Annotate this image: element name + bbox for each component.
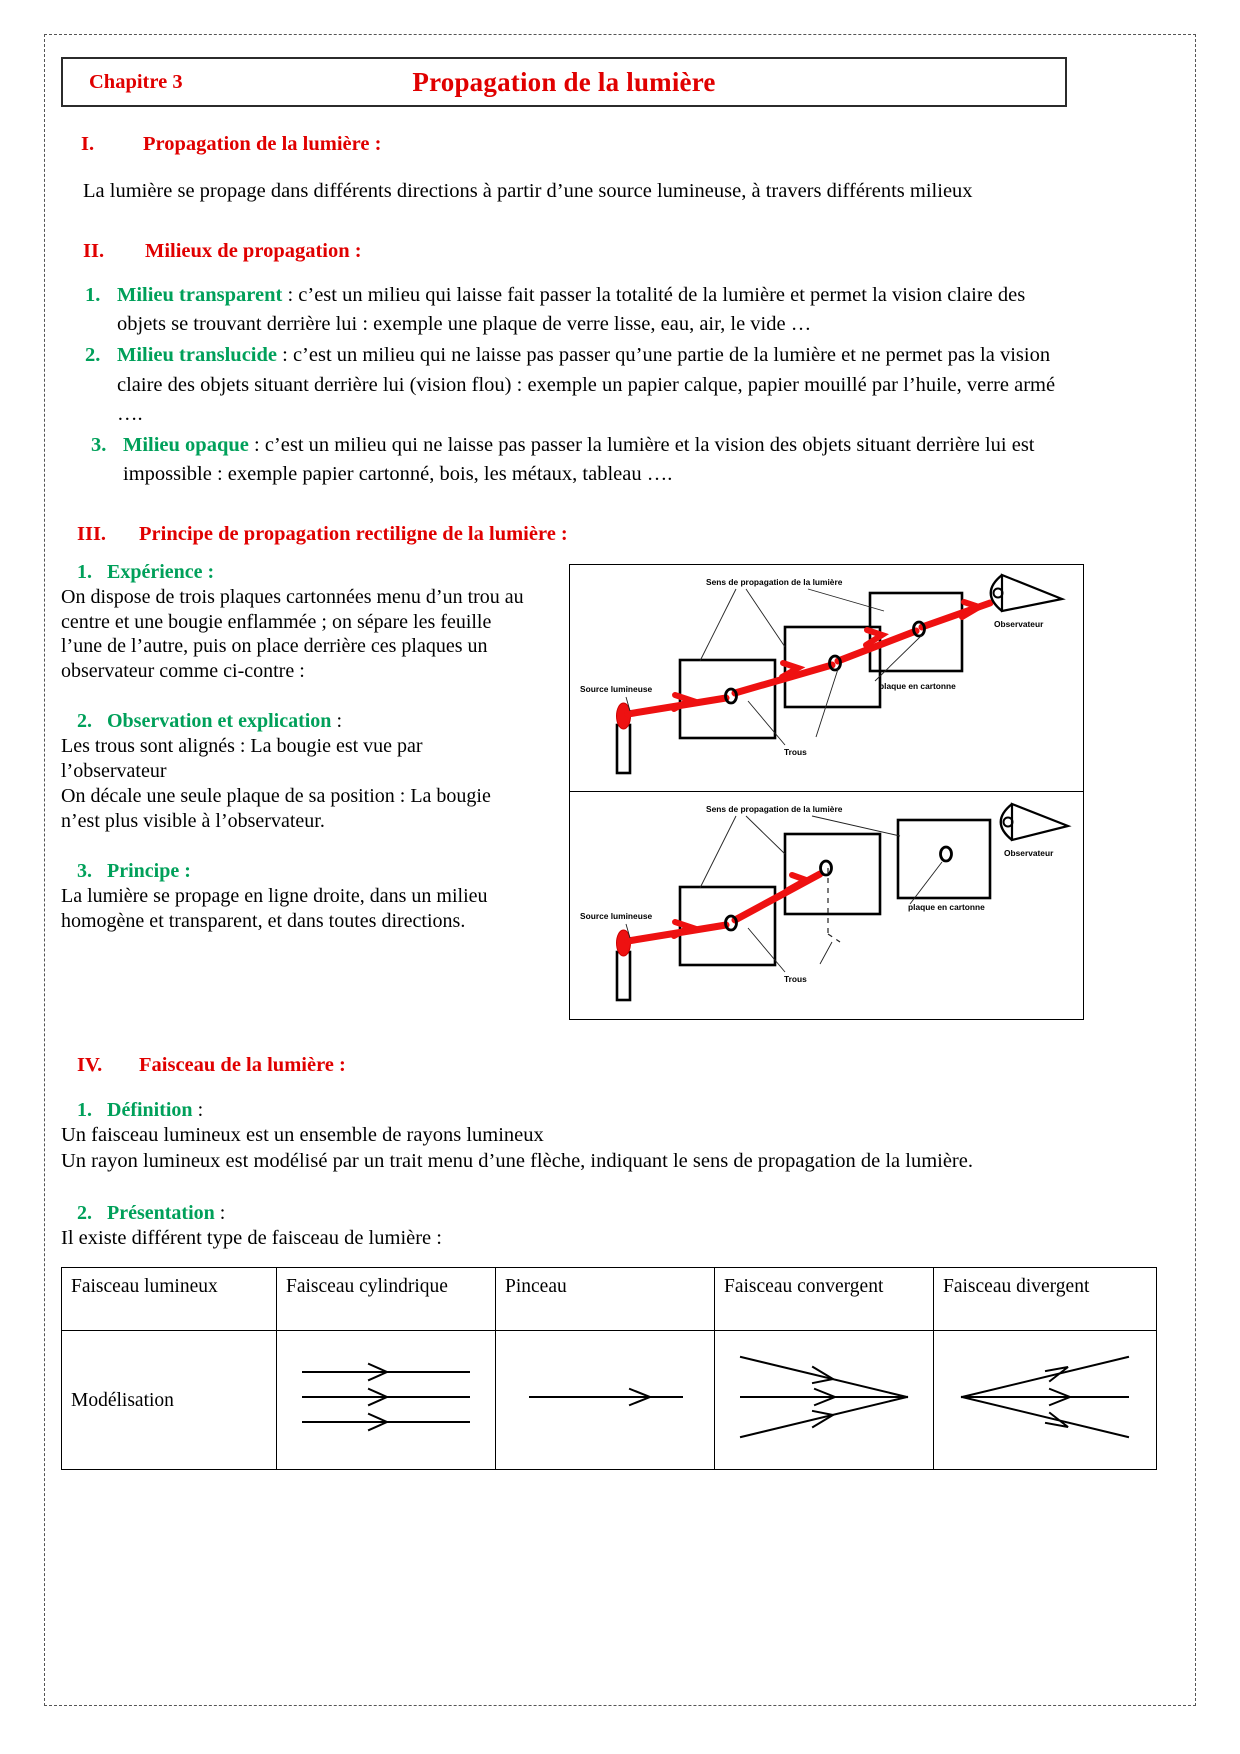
list-item [61,431,1067,489]
light-rays [628,874,820,941]
subsection-heading-observation [77,709,531,733]
chapter-label: Chapitre 3 [89,70,183,93]
figures-column [569,564,1084,1020]
section-2-number: II. [83,240,105,263]
candle-body [617,952,630,1000]
subsection-number: 2. [77,709,92,732]
table-header-cell: Faisceau cylindrique [277,1268,496,1331]
subsection-title-tail: : [214,1202,226,1225]
subsection-heading-principe [77,859,531,883]
subsection-title: Expérience : [107,561,215,583]
experience-text: On dispose de trois plaques cartonnées menu d’un trou au centre et une bougie enflammée ; on sépare les feuille l’une de l’autre, puis on place derrière ces plaques un observateur comme ci-contre : [61,586,524,682]
subsection-title: Présentation [107,1202,215,1225]
definition-line-2: Un rayon lumineux est modélisé par un trait menu d’une flèche, indiquant le sens de propagation de la lumière. [61,1150,973,1173]
subsection-number: 2. [77,1202,92,1225]
item-term: Milieu translucide [117,344,278,367]
cell-faisceau-divergent [934,1331,1157,1470]
label-sens-propagation: Sens de propagation de la lumière [706,804,843,814]
beam-types-table [61,1267,1157,1470]
section-3-number: III. [77,523,107,545]
subsection-title: Définition [107,1099,193,1121]
subsection-number: 3. [77,859,92,882]
definition-line-1: Un faisceau lumineux est un ensemble de rayons lumineux [61,1124,544,1146]
subsection-heading-definition [77,1099,1067,1122]
list-item [61,341,1067,428]
section-4-title: Faisceau de la lumière : [139,1054,346,1076]
holes [726,847,952,930]
section-1-title: Propagation de la lumière : [143,133,382,155]
subsection-title-tail: : [192,1099,204,1121]
figure-shifted-plate [569,792,1084,1020]
figure-2-svg [570,792,1083,1018]
label-observateur: Observateur [1004,848,1054,858]
cell-faisceau-cylindrique [277,1331,496,1470]
figure-1-svg [570,565,1083,791]
section-4-number: IV. [77,1054,103,1076]
observation-line-2: On décale une seule plaque de sa position : La bougie n’est plus visible à l’observateur. [61,785,491,832]
label-trous: Trous [784,747,807,757]
table-row-headers [62,1268,1157,1331]
label-plaque-cartonne: plaque en cartonne [908,902,985,912]
section-heading-4 [77,1054,1067,1077]
principe-text: La lumière se propage en ligne droite, dans un milieu homogène et transparent, et dans toutes directions. [61,885,488,932]
subsection-heading-presentation [77,1202,1067,1225]
observation-line-1: Les trous sont alignés : La bougie est vue par l’observateur [61,735,423,782]
item-text: : c’est un milieu qui laisse fait passer la totalité de la lumière et permet la vision claire des objets se trouvant derrière lui : exemple une plaque de verre lisse, eau, air, le vide … [117,284,1026,336]
section-heading-3 [77,523,1067,546]
label-source-lumineuse: Source lumineuse [580,684,653,694]
section-3-body [61,560,1067,1040]
section-3-left-column [61,560,531,933]
label-trous: Trous [784,974,807,984]
presentation-line-1: Il existe différent type de faisceau de lumière : [61,1227,442,1250]
converging-rays-diagram [729,1347,919,1447]
page-title: Propagation de la lumière [412,66,716,97]
plate-2 [785,834,880,914]
item-number: 2. [85,344,101,367]
table-header-cell: Pinceau [496,1268,715,1331]
milieux-list [61,281,1067,489]
parallel-rays-diagram [291,1347,481,1447]
blocked-path [828,868,840,942]
item-term: Milieu opaque [123,433,249,456]
document-title-bar [61,57,1067,107]
table-row [62,1331,1157,1470]
cell-pinceau [496,1331,715,1470]
item-number: 3. [91,433,107,456]
candle-body [617,725,630,773]
subsection-heading-experience [77,560,531,584]
cell-faisceau-convergent [715,1331,934,1470]
page-frame [44,34,1196,1706]
section-2-title: Milieux de propagation : [145,240,362,263]
list-item [61,281,1067,339]
item-number: 1. [85,284,101,307]
subsection-number: 1. [77,561,92,583]
item-text: : c’est un milieu qui ne laisse pas passer qu’une partie de la lumière et ne permet pas la vision claire des objets situant derrière lui (vision flou) : exemple un papier calque, papier mouillé par l’huile, verre armé …. [117,344,1056,425]
label-source-lumineuse: Source lumineuse [580,911,653,921]
section-1-number: I. [81,133,95,155]
observer-eye [991,575,1062,611]
figure-aligned-plates [569,564,1084,792]
section-heading-2 [83,240,1067,263]
single-ray-diagram [510,1347,700,1447]
label-sens-propagation: Sens de propagation de la lumière [706,577,843,587]
table-row-label: Modélisation [62,1331,277,1470]
table-header-cell: Faisceau convergent [715,1268,934,1331]
section-heading-1 [81,133,1067,156]
subsection-title-tail: : [331,709,342,732]
table-header-cell: Faisceau divergent [934,1268,1157,1331]
observer-eye [1001,804,1068,840]
item-text: : c’est un milieu qui ne laisse pas passer la lumière et la vision des objets situant derrière lui est impossible : exemple papier cartonné, bois, les métaux, tableau …. [123,433,1035,485]
label-plaque-cartonne: plaque en cartonne [879,681,956,691]
subsection-number: 1. [77,1099,92,1121]
item-term: Milieu transparent [117,284,283,307]
subsection-title: Principe : [107,859,191,882]
subsection-title: Observation et explication [107,709,332,732]
ray-arrowheads [674,602,979,709]
diverging-rays-diagram [950,1347,1140,1447]
table-header-cell: Faisceau lumineux [62,1268,277,1331]
page-content [61,57,1090,1470]
label-observateur: Observateur [994,619,1044,629]
section-3-title: Principe de propagation rectiligne de la lumière : [139,523,568,545]
section-1-text: La lumière se propage dans différents directions à partir d’une source lumineuse, à travers différents milieux [83,180,973,202]
